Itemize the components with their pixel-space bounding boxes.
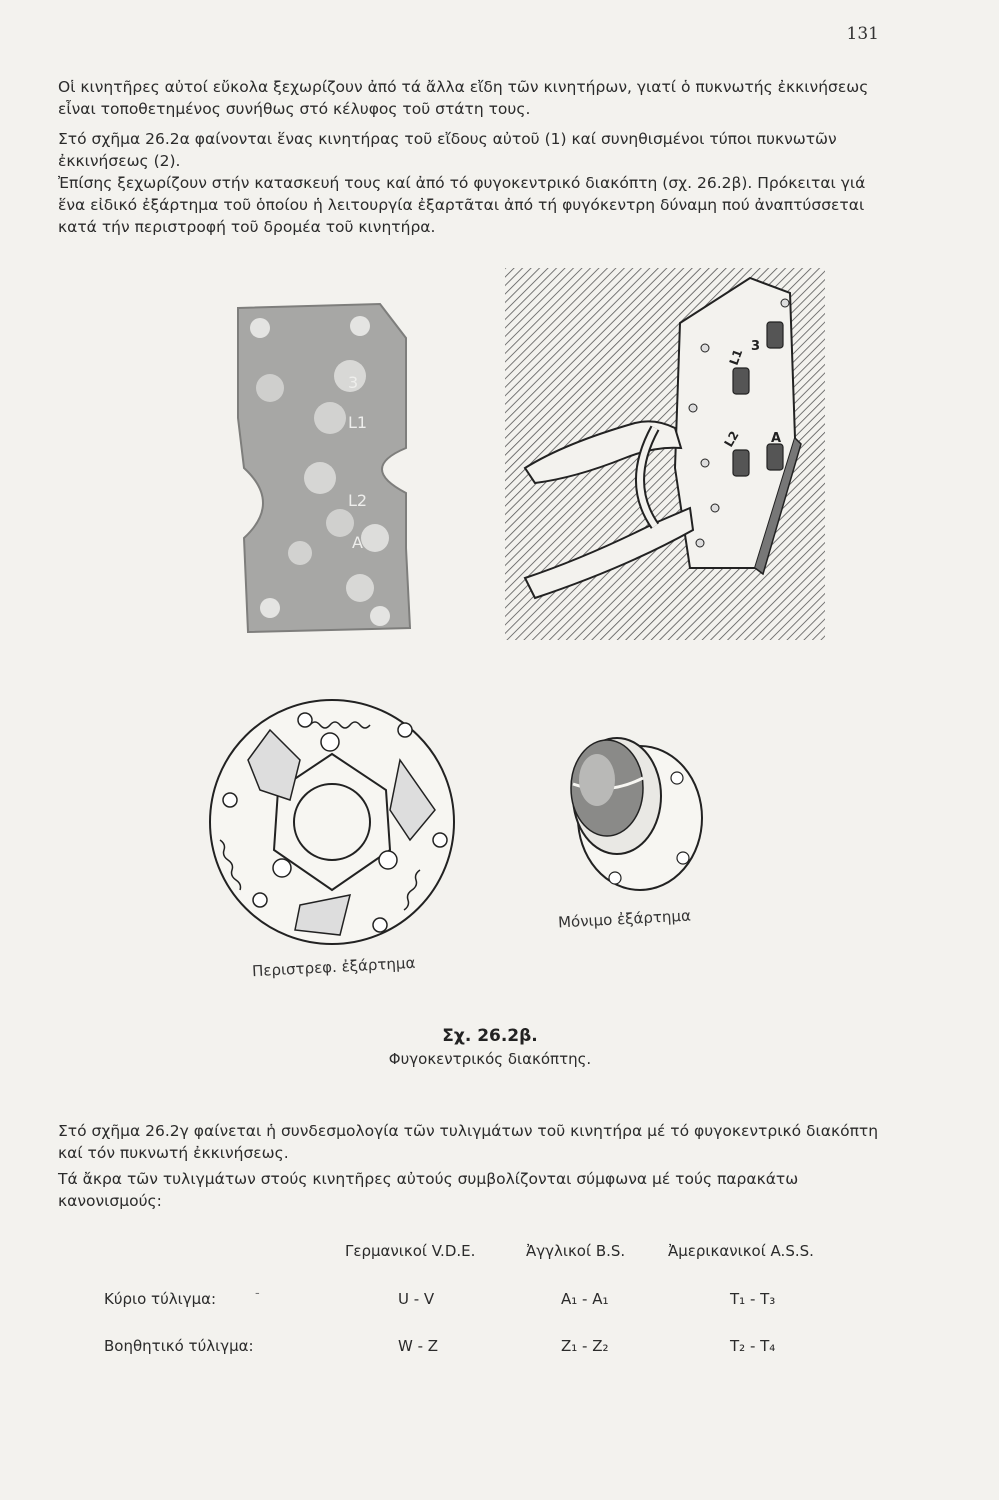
main-vde: U - V [398,1290,435,1308]
main-bs: A₁ - A₁ [561,1290,609,1308]
photo-label-l1: L1 [348,413,368,432]
photo-label-a: A [352,533,363,552]
photo-label-3: 3 [348,373,359,392]
aux-bs: Z₁ - Z₂ [561,1337,609,1355]
paragraph-intro: Οἱ κινητῆρες αὐτοί εὔκολα ξεχωρίζουν ἀπό τά ἄλλα εἴδη τῶν κινητήρων, γιατί ὁ πυκνωτής ἐκκινήσεως εἶναι τοποθετημένος συνήθως στό κέλυφος τοῦ στάτη τους. [58,78,869,118]
figure-caption-subtitle: Φυγοκεντρικός διακόπτης. [388,1050,592,1068]
terminal-board-photo [230,298,415,638]
label-fixed-part: Μόνιμο ἐξάρτημα [557,906,692,932]
paragraph-terminal-standards: Τά ἄκρα τῶν τυλιγμάτων στούς κινητῆρες αὐτούς συμβολίζονται σύμφωνα μέ τούς παρακάτω κανονισμούς: [58,1170,799,1210]
photo-label-l2: L2 [348,491,368,510]
figure-caption-title: Σχ. 26.2β. [442,1026,538,1046]
row-label-aux-winding: Βοηθητικό τύλιγμα: [104,1337,254,1355]
main-ass: T₁ - T₃ [730,1290,776,1308]
rotating-part-drawing [200,690,465,955]
aux-ass: T₂ - T₄ [730,1337,776,1355]
header-bs: Ἀγγλικοί B.S. [526,1242,626,1260]
drawing-label-3: 3 [751,339,761,354]
label-rotating-part: Περιστρεφ. ἐξάρτημα [251,953,416,981]
paragraph-winding-connection: Στό σχῆμα 26.2γ φαίνεται ἡ συνδεσμολογία τῶν τυλιγμάτων τοῦ κινητήρα μέ τό φυγοκεντρικό διακόπτη καί τόν πυκνωτή ἐκκινήσεως. [58,1122,879,1162]
drawing-label-l2: L2 [721,428,742,450]
drawing-label-a: A [771,431,782,446]
row-label-main-winding: Κύριο τύλιγμα: [104,1290,217,1308]
page-number: 131 [846,24,879,44]
header-ass: Ἀμερικανικοί A.S.S. [668,1242,814,1260]
contact-assembly-drawing [505,268,825,640]
paragraph-centrifugal-switch: Ἐπίσης ξεχωρίζουν στήν κατασκευή τους καί ἀπό τό φυγοκεντρικό διακόπτη (σχ. 26.2β). Πρόκειται γιά ἕνα εἰδικό ἐξάρτημα τοῦ ὁποίου ἡ λειτουργία ἐξαρτᾶται ἀπό τή φυγόκεντρη δύναμη πού ἀναπτύσσεται κατά τήν περιστροφή τοῦ δρομέα τοῦ κινητήρα. [58,174,866,236]
fixed-part-drawing [555,718,710,898]
stray-dash: - [255,1286,260,1301]
header-vde: Γερμανικοί V.D.E. [345,1242,476,1260]
drawing-label-l1: L1 [726,347,746,368]
aux-vde: W - Z [398,1337,439,1355]
paragraph-figure-a: Στό σχῆμα 26.2α φαίνονται ἕνας κινητήρας τοῦ εἴδους αὐτοῦ (1) καί συνηθισμένοι τύποι πυκνωτῶν ἐκκινήσεως (2). [58,130,837,170]
